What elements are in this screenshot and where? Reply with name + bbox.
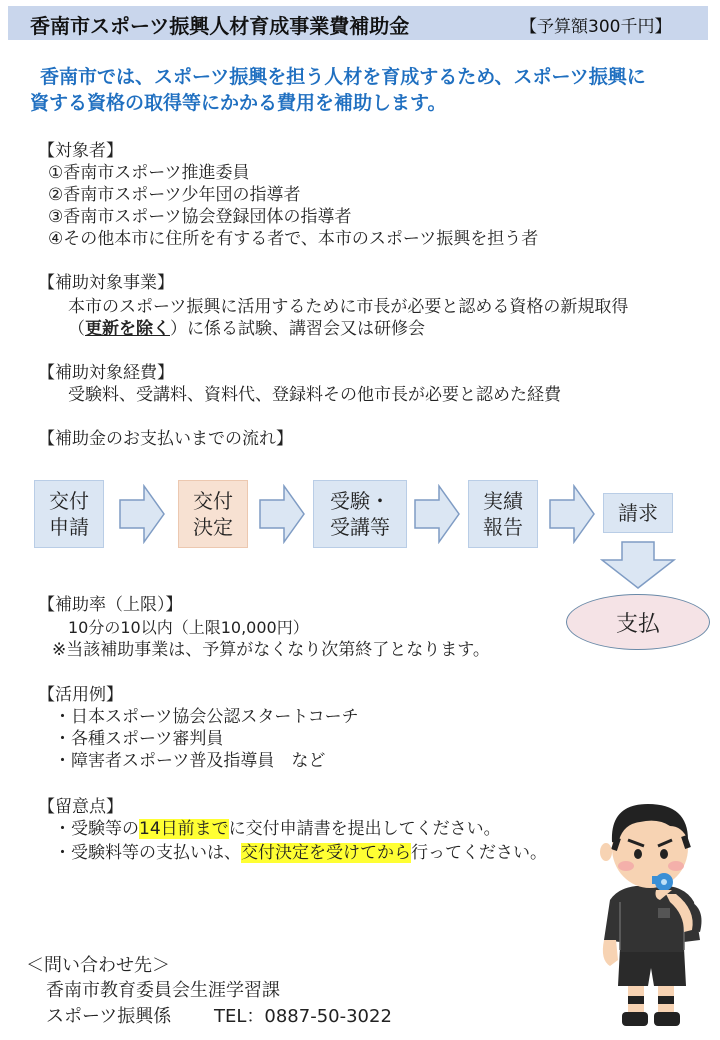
- eligible-item-1: ①香南市スポーツ推進委員: [48, 163, 250, 183]
- note-item-1: [54, 818, 501, 840]
- flow-step-claim-label: 請求: [618, 501, 658, 525]
- referee-whistle-icon: [588, 790, 714, 1030]
- note-2-post: 行ってください。: [411, 843, 547, 863]
- example-item-1: ・日本スポーツ協会公認スタートコーチ: [54, 707, 359, 727]
- note-2-highlight: 交付決定を受けてから: [241, 843, 411, 863]
- eligible-item-4: ④その他本市に住所を有する者で、本市のスポーツ振興を担う者: [48, 229, 539, 249]
- renewal-excluded-text: 更新を除く: [85, 319, 170, 339]
- project-line-2-rest: ）に係る試験、講習会又は研修会: [170, 319, 425, 339]
- flow-step-apply-line-1: 交付: [49, 489, 89, 513]
- contact-heading: ＜問い合わせ先＞: [26, 955, 170, 976]
- rate-heading: 【補助率（上限）】: [38, 595, 183, 615]
- flow-arrow-down-icon: [600, 540, 676, 590]
- flow-step-decision: [178, 480, 248, 548]
- page-title: 香南市スポーツ振興人材育成事業費補助金: [30, 14, 410, 38]
- flow-step-report: [468, 480, 538, 548]
- flow-final-payment-label: 支払: [615, 611, 660, 637]
- note-1-highlight: 14日前まで: [139, 819, 229, 839]
- note-2-pre: ・受験料等の支払いは、: [54, 843, 241, 863]
- note-item-2: [54, 842, 547, 864]
- project-line-2: [68, 318, 425, 340]
- flow-arrow-2-icon: [258, 484, 306, 544]
- expenses-heading: 【補助対象経費】: [38, 363, 174, 383]
- eligible-heading: 【対象者】: [38, 141, 123, 161]
- flow-final-payment: [566, 594, 710, 650]
- flow-arrow-3-icon: [413, 484, 461, 544]
- flow-step-exam: [313, 480, 407, 548]
- flow-arrow-4-icon: [548, 484, 596, 544]
- expenses-line: 受験料、受講料、資料代、登録料その他市長が必要と認めた経費: [68, 385, 561, 405]
- note-1-post: に交付申請書を提出してください。: [228, 819, 501, 839]
- example-item-3: ・障害者スポーツ普及指導員 など: [54, 751, 326, 771]
- flow-step-report-line-1: 実績: [483, 489, 523, 513]
- flow-step-claim: [603, 493, 673, 533]
- eligible-item-2: ②香南市スポーツ少年団の指導者: [48, 185, 301, 205]
- flow-step-apply-line-2: 申請: [49, 515, 89, 539]
- flow-heading: 【補助金のお支払いまでの流れ】: [38, 429, 293, 449]
- flow-step-exam-line-1: 受験・: [330, 489, 390, 513]
- contact-org: 香南市教育委員会生涯学習課: [46, 980, 280, 1001]
- rate-note: ※当該補助事業は、予算がなくなり次第終了となります。: [52, 640, 490, 660]
- contact-dept: スポーツ振興係: [46, 1006, 172, 1027]
- notes-heading: 【留意点】: [38, 797, 123, 817]
- flow-arrow-1-icon: [118, 484, 166, 544]
- lead-text: [30, 64, 690, 116]
- flow-step-decision-line-1: 交付: [193, 489, 233, 513]
- budget-label: 【予算額300千円】: [520, 17, 672, 37]
- project-line-1: 本市のスポーツ振興に活用するために市長が必要と認める資格の新規取得: [68, 297, 629, 317]
- project-heading: 【補助対象事業】: [38, 273, 174, 293]
- examples-heading: 【活用例】: [38, 685, 123, 705]
- contact-tel: TEL：0887-50-3022: [214, 1006, 392, 1027]
- flow-step-decision-line-2: 決定: [193, 515, 233, 539]
- note-1-pre: ・受験等の: [54, 819, 139, 839]
- lead-line-2: 資する資格の取得等にかかる費用を補助します。: [30, 92, 447, 114]
- project-paren-open: （: [68, 319, 85, 339]
- flow-step-apply: [34, 480, 104, 548]
- flow-step-exam-line-2: 受講等: [330, 515, 390, 539]
- rate-line: 10分の10以内（上限10,000円）: [68, 618, 309, 637]
- flow-step-report-line-2: 報告: [483, 515, 523, 539]
- example-item-2: ・各種スポーツ審判員: [54, 729, 224, 749]
- lead-line-1: 香南市では、スポーツ振興を担う人材を育成するため、スポーツ振興に: [40, 66, 646, 88]
- eligible-item-3: ③香南市スポーツ協会登録団体の指導者: [48, 207, 352, 227]
